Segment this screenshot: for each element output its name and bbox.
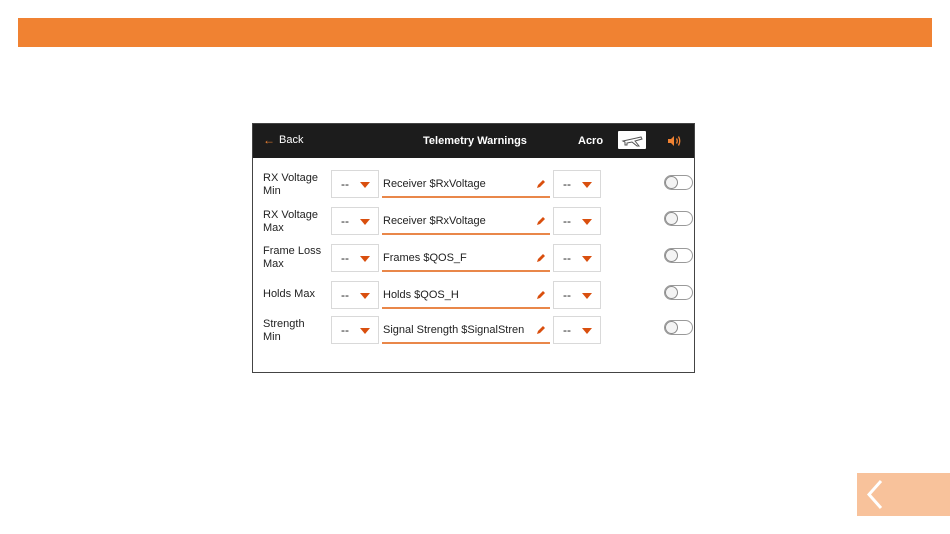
value-select[interactable]: -- <box>553 281 601 309</box>
toggle-knob <box>665 176 678 189</box>
row-label: Strength Min <box>263 318 305 343</box>
speaker-icon[interactable] <box>666 133 684 149</box>
value-select[interactable]: -- <box>553 170 601 198</box>
previous-page-button[interactable] <box>857 473 950 516</box>
alert-text-field[interactable]: Receiver $RxVoltage <box>382 205 550 235</box>
toggle-knob <box>665 212 678 225</box>
alert-text-field[interactable]: Signal Strength $SignalStren <box>382 314 550 344</box>
row-label: RX Voltage Min <box>263 172 319 197</box>
caret-down-icon <box>582 328 592 334</box>
pencil-icon[interactable] <box>535 215 547 227</box>
mode-select[interactable]: -- <box>331 316 379 344</box>
warning-row-strength-min <box>253 313 695 347</box>
warning-row-frame-loss-max <box>253 241 695 275</box>
value-select[interactable]: -- <box>553 207 601 235</box>
caret-down-icon <box>360 328 370 334</box>
alert-text-field[interactable]: Receiver $RxVoltage <box>382 168 550 198</box>
value-select[interactable]: -- <box>553 244 601 272</box>
mode-select[interactable]: -- <box>331 281 379 309</box>
top-banner <box>18 18 932 47</box>
left-arrow-icon: ← <box>263 133 275 147</box>
warning-toggle[interactable] <box>664 285 693 300</box>
caret-down-icon <box>582 256 592 262</box>
toggle-knob <box>665 249 678 262</box>
mode-select[interactable]: -- <box>331 244 379 272</box>
caret-down-icon <box>582 293 592 299</box>
caret-down-icon <box>582 219 592 225</box>
screen-header <box>253 124 695 158</box>
alert-text-field[interactable]: Frames $QOS_F <box>382 242 550 272</box>
alert-text-field[interactable]: Holds $QOS_H <box>382 279 550 309</box>
pencil-icon[interactable] <box>535 289 547 301</box>
caret-down-icon <box>360 182 370 188</box>
back-label: Back <box>279 134 304 146</box>
caret-down-icon <box>360 219 370 225</box>
warning-toggle[interactable] <box>664 175 693 190</box>
chevron-left-icon <box>857 473 950 516</box>
warning-row-rx-voltage-max <box>253 204 695 238</box>
pencil-icon[interactable] <box>535 178 547 190</box>
model-name: Acro <box>578 135 604 147</box>
warning-toggle[interactable] <box>664 248 693 263</box>
mode-select[interactable]: -- <box>331 170 379 198</box>
airplane-icon[interactable] <box>618 131 646 149</box>
warning-row-holds-max <box>253 278 695 312</box>
caret-down-icon <box>582 182 592 188</box>
caret-down-icon <box>360 293 370 299</box>
warning-toggle[interactable] <box>664 211 693 226</box>
row-label: RX Voltage Max <box>263 209 319 234</box>
warning-toggle[interactable] <box>664 320 693 335</box>
toggle-knob <box>665 321 678 334</box>
row-label: Frame Loss Max <box>263 245 322 270</box>
page-title: Telemetry Warnings <box>423 135 527 147</box>
toggle-knob <box>665 286 678 299</box>
warning-row-rx-voltage-min <box>253 167 695 201</box>
pencil-icon[interactable] <box>535 324 547 336</box>
value-select[interactable]: -- <box>553 316 601 344</box>
back-button[interactable] <box>263 134 303 146</box>
mode-select[interactable]: -- <box>331 207 379 235</box>
caret-down-icon <box>360 256 370 262</box>
row-label: Holds Max <box>263 288 315 300</box>
transmitter-screen <box>252 123 695 373</box>
pencil-icon[interactable] <box>535 252 547 264</box>
